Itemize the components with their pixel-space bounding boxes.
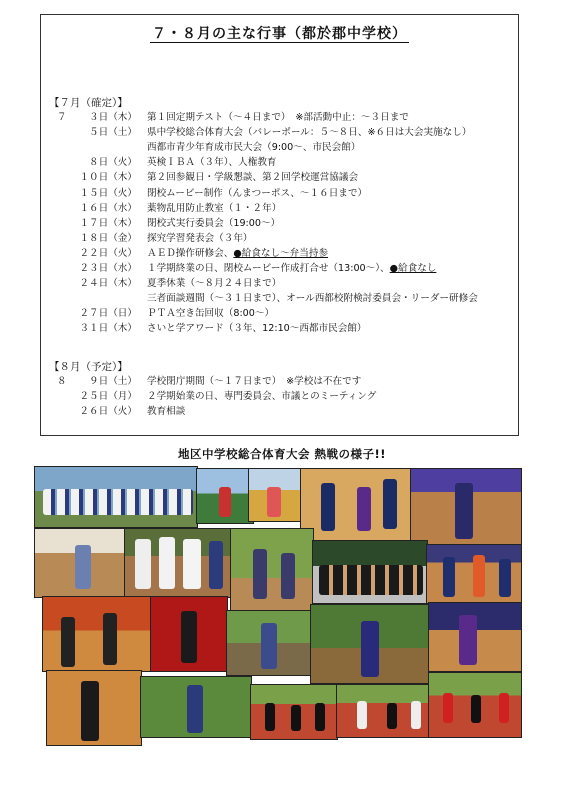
schedule-row xyxy=(41,141,520,155)
photo-basketball-1 xyxy=(42,596,152,672)
schedule-row xyxy=(41,390,520,404)
schedule-text-part: １学期終業の日、閉校ムービー作成打合せ（13:00～）、 xyxy=(147,263,390,274)
schedule-text: 学校閉庁期間（～１７日まで） ※学校は不在です xyxy=(147,376,362,387)
schedule-day: ３日（木） xyxy=(89,112,137,123)
schedule-text: 三者面談週間（～３１日まで）、オール西都校附検討委員会・リーダー研修会 xyxy=(147,293,478,305)
schedule-day: ２６日（火） xyxy=(79,406,137,418)
schedule-text: 教育相談 xyxy=(147,406,186,418)
photo-volleyball-1 xyxy=(300,468,412,544)
photo-tennis-1 xyxy=(196,468,254,524)
schedule-box xyxy=(40,14,519,436)
page-title xyxy=(41,23,518,43)
photo-basketball-2 xyxy=(150,596,228,672)
schedule-text: 閉校ムービー制作（んまつーポス、～１６日まで） xyxy=(147,187,368,199)
schedule-text: 探究学習発表会（３年） xyxy=(147,232,253,244)
photo-caption: 地区中学校総合体育大会 熱戦の様子!! xyxy=(178,447,386,461)
photo-track-1 xyxy=(250,684,338,740)
july-header: 【７月（確定）】 xyxy=(49,97,128,109)
schedule-day: １６日（水） xyxy=(79,202,137,214)
photo-volleyball-4 xyxy=(428,602,522,672)
schedule-row xyxy=(41,187,520,201)
schedule-text xyxy=(147,247,328,261)
schedule-text: 県中学校総合体育大会（バレーボール：５～８日、※６日は大会実施なし） xyxy=(147,127,472,139)
photo-team-group xyxy=(312,540,428,604)
schedule-text xyxy=(147,262,436,276)
schedule-row xyxy=(41,277,520,291)
schedule-month: ７ xyxy=(57,112,67,123)
schedule-text: 英検ＩＢＡ（３年）、人権教育 xyxy=(147,157,277,169)
no-lunch-notice: ●給食なし xyxy=(389,263,437,274)
photo-softball xyxy=(230,528,314,612)
photo-baseball-lineup xyxy=(34,466,198,528)
schedule-day: １８日（金） xyxy=(79,232,137,244)
schedule-text: 第２回参観日・学級懇談、第２回学校運営協議会 xyxy=(147,172,359,184)
schedule-row xyxy=(41,202,520,216)
schedule-day: ２３日（水） xyxy=(79,263,137,274)
schedule-row xyxy=(41,232,520,246)
schedule-row xyxy=(41,217,520,231)
schedule-day: ９日（土） xyxy=(89,376,137,387)
schedule-day: ２７日（日） xyxy=(79,308,137,320)
schedule-day: １５日（火） xyxy=(79,187,137,199)
schedule-row xyxy=(41,375,520,389)
schedule-text: さいと学アワード（３年、12:10～西都市民会館） xyxy=(147,323,367,335)
schedule-text: 夏季休業（～８月２４日まで） xyxy=(147,278,282,290)
schedule-row xyxy=(41,171,520,185)
photo-tennis-4 xyxy=(310,604,430,684)
schedule-row xyxy=(41,247,520,261)
schedule-text: 薬物乱用防止教室（１・２年） xyxy=(147,202,282,214)
schedule-row xyxy=(41,307,520,321)
august-header: 【８月（予定）】 xyxy=(49,361,128,373)
schedule-row xyxy=(41,111,520,125)
schedule-text-part: ＡＥＤ操作研修会、 xyxy=(147,247,234,259)
photo-softball-2 xyxy=(140,676,252,738)
photo-volleyball-2 xyxy=(410,468,522,546)
photo-tennis-2 xyxy=(248,468,302,522)
schedule-text: ２学期始業の日、専門委員会、市議とのミーティング xyxy=(147,391,377,403)
schedule-day: ２２日（火） xyxy=(79,247,137,259)
schedule-row xyxy=(41,262,520,276)
schedule-row xyxy=(41,156,520,170)
schedule-day: ２４日（木） xyxy=(79,278,137,290)
photo-basketball-3 xyxy=(46,670,142,746)
schedule-day: １０日（木） xyxy=(79,172,137,184)
photo-track-3 xyxy=(428,672,522,738)
schedule-row xyxy=(41,292,520,306)
schedule-day: ５日（土） xyxy=(89,127,137,139)
schedule-month: ８ xyxy=(57,376,67,387)
photo-baseball-2 xyxy=(34,528,126,598)
schedule-day: ２５日（月） xyxy=(79,391,137,403)
schedule-day: ３１日（木） xyxy=(79,323,137,335)
no-lunch-notice: ●給食なし～弁当持参 xyxy=(233,247,329,259)
schedule-text: 西都市青少年育成市民大会（9:00～、市民会館） xyxy=(147,142,361,154)
page-title-text: ７・８月の主な行事（都於郡中学校） xyxy=(152,26,407,42)
schedule-text: 閉校式実行委員会（19:00～） xyxy=(147,217,281,229)
schedule-row xyxy=(41,126,520,140)
photo-track-2 xyxy=(336,684,430,738)
schedule-day: ８日（火） xyxy=(89,157,137,169)
schedule-day: １７日（木） xyxy=(79,217,137,229)
schedule-text: 第１回定期テスト（～４日まで） ※部活動中止：～３日まで xyxy=(147,112,409,123)
schedule-text: ＰＴＡ空き缶回収（8:00～） xyxy=(147,308,275,320)
photo-baseball-meeting xyxy=(124,528,232,598)
schedule-row xyxy=(41,405,520,419)
photo-volleyball-3 xyxy=(426,544,522,604)
photo-tennis-3 xyxy=(226,610,312,676)
schedule-row xyxy=(41,322,520,336)
